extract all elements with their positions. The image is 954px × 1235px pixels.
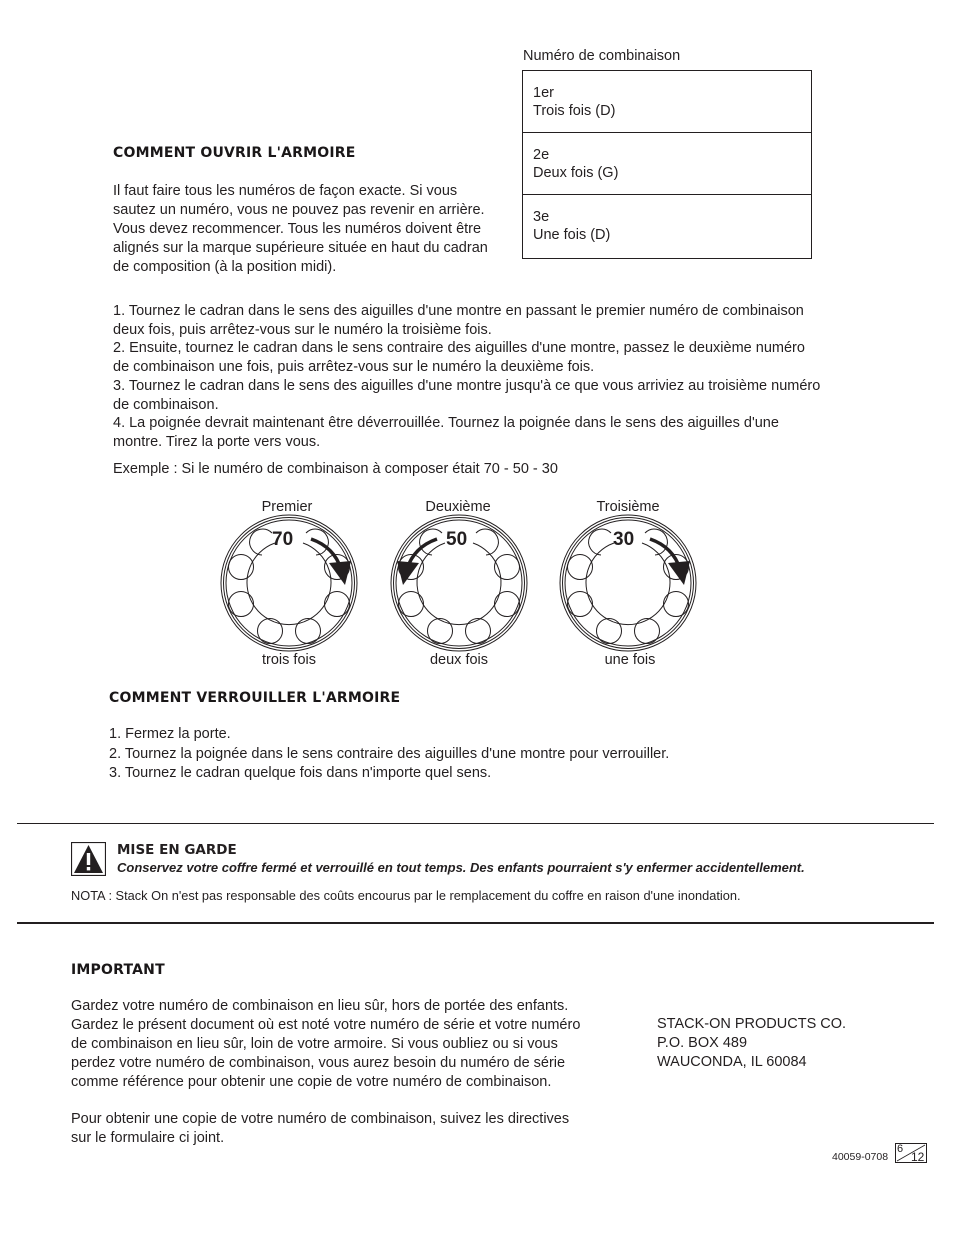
lock-step-3: 3. Tournez le cadran quelque fois dans n'importe quel sens.: [109, 765, 492, 781]
important-paragraph-1: Gardez votre numéro de combinaison en lieu sûr, hors de portée des enfants. Gardez le présent document où est noté votre numéro de série et votre numéro de combinaison en lieu sûr, loin de votre armoire. Si vous oubliez ou si vous perdez votre numéro de combinaison, vous aurez besoin du numéro de série comme référence pour obtenir une copie de votre numéro de combinaison.: [71, 998, 581, 1090]
dial-3-title: Troisième: [596, 499, 660, 515]
important-paragraph-2: Pour obtenir une copie de votre numéro de combinaison, suivez les directives sur le formulaire ci joint.: [71, 1111, 570, 1146]
important-heading: IMPORTANT: [71, 962, 165, 978]
open-step-2: 2. Ensuite, tournez le cadran dans le sens contraire des aiguilles d'une montre, passez le deuxième numéro de combinaison une fois, puis arrêtez-vous sur le numéro la deuxième fois.: [113, 340, 805, 376]
dial-2-title: Deuxième: [425, 499, 491, 515]
warning-triangle-icon: [71, 842, 106, 876]
lock-step-2: 2. Tournez la poignée dans le sens contraire des aiguilles d'une montre pour verrouiller.: [109, 745, 670, 762]
lock-steps-list: [109, 725, 669, 784]
page-total: 12: [911, 1150, 925, 1164]
company-address: [657, 1015, 846, 1072]
page-current: 6: [897, 1143, 904, 1155]
important-body: [71, 997, 591, 1148]
divider-top: [17, 823, 934, 824]
open-step-1: 1. Tournez le cadran dans le sens des aiguilles d'une montre en passant le premier numéro de combinaison deux fois, puis arrêtez-vous sur le numéro la troisième fois.: [113, 303, 804, 338]
combination-instruction: Trois fois (D): [533, 103, 616, 119]
divider-bottom: [17, 922, 934, 924]
address-line-3: WAUCONDA, IL 60084: [657, 1054, 807, 1070]
open-step-3: 3. Tournez le cadran dans le sens des aiguilles d'une montre jusqu'à ce que vous arriviez au troisième numéro de combinaison.: [113, 377, 821, 413]
dial-2-caption: deux fois: [429, 652, 489, 668]
dial-3-caption: une fois: [604, 652, 656, 668]
warning-text: Conservez votre coffre fermé et verrouillé en tout temps. Des enfants pourraient s'y enfermer accidentellement.: [117, 860, 805, 875]
dial-2-number: 50: [446, 529, 468, 550]
open-step-4: 4. La poignée devrait maintenant être déverrouillée. Tournez la poignée dans le sens des aiguilles d'une montre. Tirez la porte vers vous.: [113, 415, 779, 450]
open-section-intro: Il faut faire tous les numéros de façon exacte. Si vous sautez un numéro, vous ne pouvez pas revenir en arrière. Vous devez recommencer. Tous les numéros doivent être alignés sur la marque supérieure située en haut du cadran de composition (à la position midi).: [113, 183, 488, 275]
open-section-heading: COMMENT OUVRIR L'ARMOIRE: [113, 145, 356, 161]
combination-ordinal: 3e: [533, 209, 550, 225]
page-indicator: [895, 1143, 927, 1163]
dial-1-caption: trois fois: [262, 652, 316, 668]
combination-instruction: Une fois (D): [533, 227, 611, 243]
nota-text: NOTA : Stack On n'est pas responsable des coûts encourus par le remplacement du coffre en raison d'une inondation.: [71, 888, 741, 903]
combination-box-label: Numéro de combinaison: [523, 48, 681, 64]
lock-step-1: 1. Fermez la porte.: [109, 726, 231, 742]
address-line-2: P.O. BOX 489: [657, 1035, 748, 1051]
example-text: Exemple : Si le numéro de combinaison à composer était 70 - 50 - 30: [113, 461, 558, 477]
warning-title: MISE EN GARDE: [117, 842, 237, 858]
dial-1-number: 70: [272, 529, 294, 550]
lock-section-heading: COMMENT VERROUILLER L'ARMOIRE: [109, 690, 401, 706]
combination-ordinal: 2e: [533, 147, 550, 163]
dial-1-title: Premier: [261, 499, 313, 515]
dial-3-number: 30: [613, 529, 635, 550]
combination-ordinal: 1er: [533, 85, 554, 101]
address-line-1: STACK-ON PRODUCTS CO.: [657, 1016, 847, 1032]
document-number: 40059-0708: [832, 1151, 889, 1163]
combination-instruction: Deux fois (G): [533, 165, 619, 181]
